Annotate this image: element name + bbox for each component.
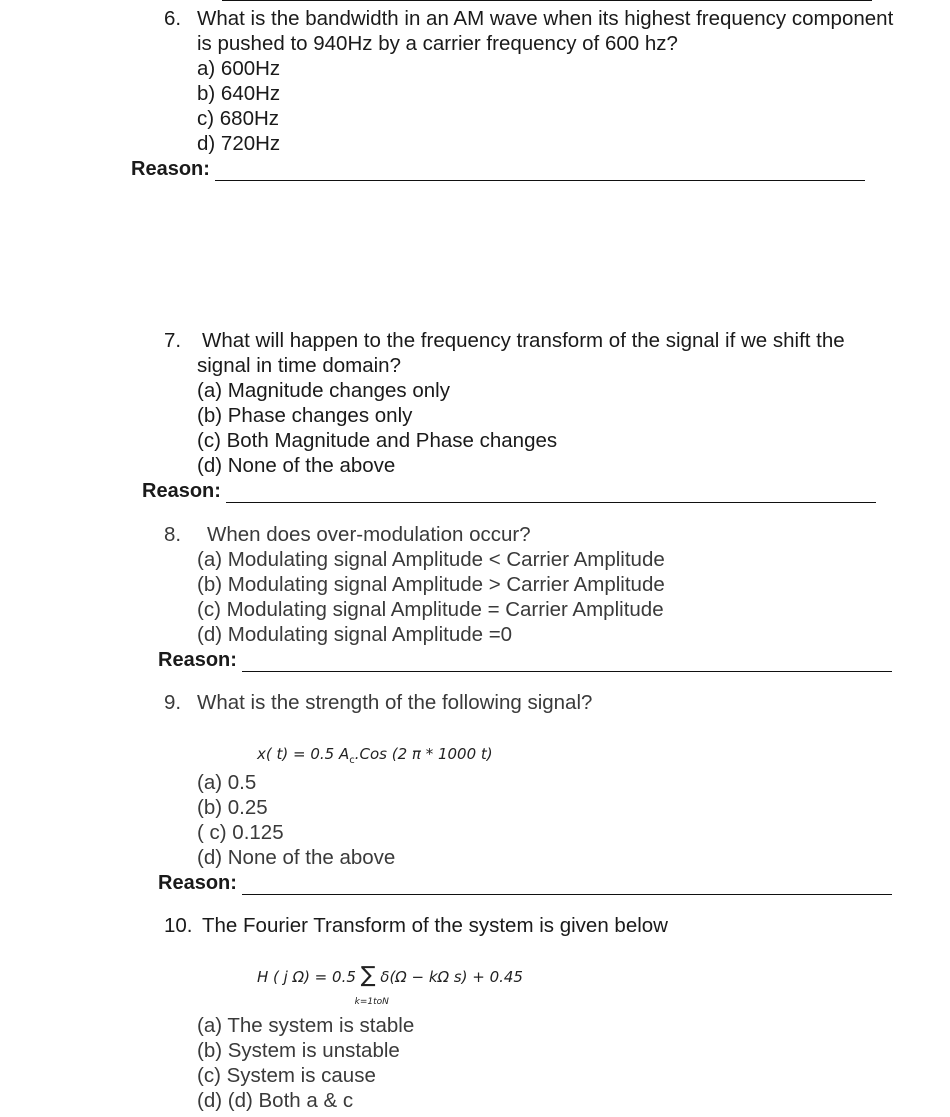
option-list [164, 378, 845, 478]
option-b[interactable]: (b) System is unstable [197, 1039, 400, 1062]
option-a[interactable]: (a) Magnitude changes only [197, 379, 450, 402]
formula-rhs: δ(Ω − kΩ s) + 0.45 [380, 968, 523, 986]
reason-8 [158, 648, 892, 672]
formula-rhs: .Cos (2 π * 1000 t) [354, 745, 493, 763]
option-a[interactable]: (a) Modulating signal Amplitude < Carrier Amplitude [197, 548, 665, 571]
option-list [164, 770, 395, 870]
top-answer-line [222, 0, 872, 1]
summation-symbol: ∑ [360, 963, 376, 988]
option-d[interactable]: (d) Modulating signal Amplitude =0 [197, 623, 513, 646]
question-text: The Fourier Transform of the system is given below [202, 914, 668, 937]
option-d[interactable]: d) 720Hz [197, 132, 281, 155]
reason-9 [158, 871, 892, 895]
option-d[interactable]: (d) None of the above [197, 454, 396, 477]
option-a[interactable]: a) 600Hz [197, 57, 281, 80]
option-c[interactable]: (c) Modulating signal Amplitude = Carrier Amplitude [197, 598, 664, 621]
question-number: 9. [164, 691, 182, 714]
reason-6 [131, 157, 865, 181]
question-6 [164, 6, 893, 156]
formula-lhs: x( t) = 0.5 A [257, 745, 350, 763]
question-text-cont: is pushed to 940Hz by a carrier frequency of 600 hz? [197, 32, 678, 55]
option-d[interactable]: (d) (d) Both a & c [197, 1089, 354, 1112]
question-text: What is the strength of the following signal? [197, 691, 593, 714]
question-text: What is the bandwidth in an AM wave when its highest frequency component [197, 7, 894, 30]
option-c[interactable]: (c) System is cause [197, 1064, 376, 1087]
question-number: 7. [164, 329, 182, 352]
question-10-options [164, 1013, 414, 1113]
option-c[interactable]: (c) Both Magnitude and Phase changes [197, 429, 558, 452]
option-b[interactable]: b) 640Hz [197, 82, 281, 105]
reason-label: Reason: [158, 649, 237, 671]
reason-7 [142, 479, 876, 503]
reason-label: Reason: [158, 872, 237, 894]
option-a[interactable]: (a) The system is stable [197, 1014, 415, 1037]
option-c[interactable]: ( c) 0.125 [197, 821, 284, 844]
option-d[interactable]: (d) None of the above [197, 846, 396, 869]
summation [354, 963, 389, 1007]
question-text-cont: signal in time domain? [197, 354, 401, 377]
question-number: 10. [164, 914, 193, 937]
question-9-options [164, 770, 395, 870]
question-text: When does over-modulation occur? [207, 523, 531, 546]
option-b[interactable]: (b) 0.25 [197, 796, 268, 819]
option-a[interactable]: (a) 0.5 [197, 771, 257, 794]
option-c[interactable]: c) 680Hz [197, 107, 280, 130]
question-7 [164, 328, 845, 478]
question-number: 6. [164, 7, 182, 30]
option-list [164, 1013, 414, 1113]
formula-subscript: c [349, 755, 355, 766]
option-b[interactable]: (b) Modulating signal Amplitude > Carrier Amplitude [197, 573, 665, 596]
reason-label: Reason: [142, 480, 221, 502]
reason-label: Reason: [131, 158, 210, 180]
reason-answer-line[interactable] [242, 653, 892, 672]
reason-answer-line[interactable] [242, 876, 892, 895]
reason-answer-line[interactable] [215, 162, 865, 181]
question-10 [164, 913, 668, 938]
reason-answer-line[interactable] [226, 484, 876, 503]
signal-formula [257, 745, 493, 766]
question-number: 8. [164, 523, 182, 546]
summation-limits: k=1toN [354, 997, 389, 1007]
fourier-formula [257, 963, 523, 1007]
formula-lhs: H ( j Ω) = 0.5 [257, 968, 356, 986]
question-8 [164, 522, 665, 647]
option-b[interactable]: (b) Phase changes only [197, 404, 413, 427]
question-text: What will happen to the frequency transform of the signal if we shift the [202, 329, 845, 352]
option-list [164, 56, 893, 156]
question-9 [164, 690, 592, 715]
option-list [164, 547, 665, 647]
